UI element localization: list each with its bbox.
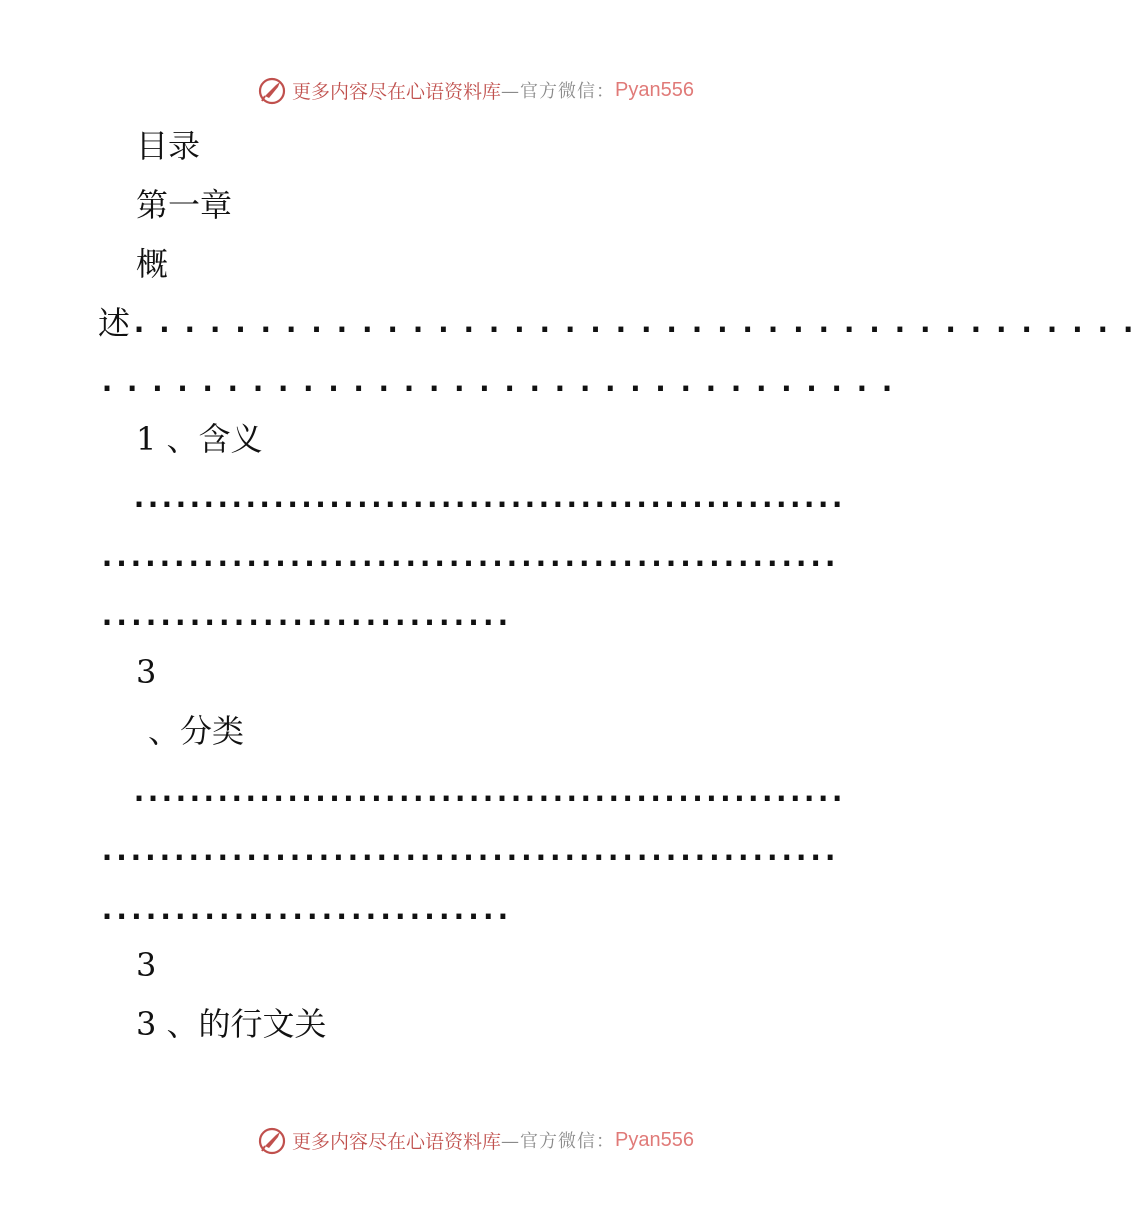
section-1-leader-dots: ............................ xyxy=(98,598,509,633)
chapter-leader-dots: ................................ xyxy=(98,364,904,399)
header-banner-wechat-id: Pyan556 xyxy=(615,78,694,101)
chapter-name-part1: 概 xyxy=(136,245,169,283)
pen-nib-logo-icon xyxy=(256,1124,288,1156)
section-2-label: 、分类 xyxy=(148,712,245,750)
pen-nib-logo-icon xyxy=(256,74,288,106)
chapter-name-part2: 述 xyxy=(98,304,131,342)
section-2-leader-dots: ................................................... xyxy=(130,774,843,809)
section-2-page-number: 3 xyxy=(136,946,157,984)
section-1-leader-dots: ................................................... xyxy=(130,480,843,515)
header-banner xyxy=(0,70,950,110)
footer-banner-title: 更多内容尽在心语资料库 xyxy=(292,1130,502,1153)
section-2-leader-dots: ................................................... xyxy=(98,833,836,868)
section-2-leader-dots: ............................ xyxy=(98,892,509,927)
header-banner-title: 更多内容尽在心语资料库 xyxy=(292,80,502,103)
section-3-label: 3 、的行文关 xyxy=(136,1005,327,1043)
header-banner-wechat-label: —官方微信： xyxy=(501,81,616,102)
section-1-page-number: 3 xyxy=(136,653,157,691)
footer-banner-wechat-id: Pyan556 xyxy=(615,1128,694,1151)
chapter-label: 第一章 xyxy=(136,186,233,224)
toc-title: 目录 xyxy=(136,127,201,165)
section-1-label: 1 、含义 xyxy=(136,420,263,458)
chapter-leader-dots: ........................................ xyxy=(130,305,1144,340)
section-1-leader-dots: ................................................... xyxy=(98,539,836,574)
footer-banner xyxy=(0,1120,950,1160)
footer-banner-wechat-label: —官方微信： xyxy=(501,1131,616,1152)
